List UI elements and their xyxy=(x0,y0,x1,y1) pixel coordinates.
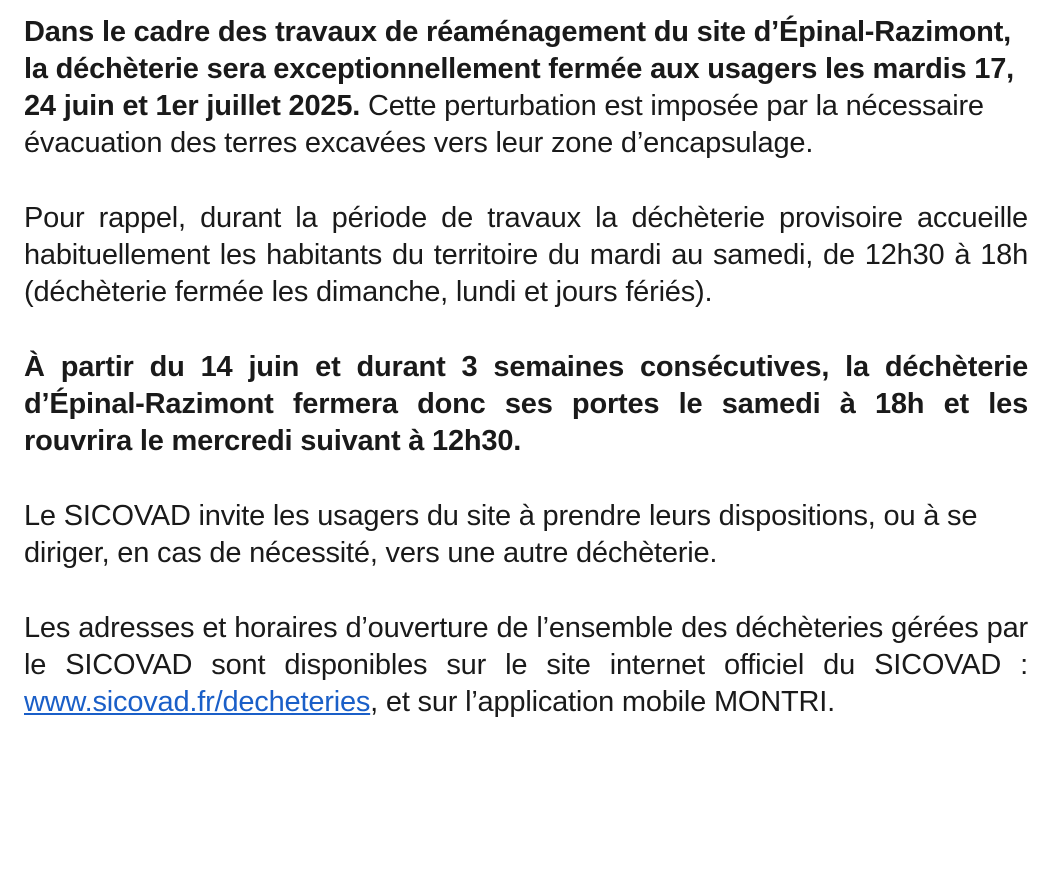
addresses-text-before-link: Les adresses et horaires d’ouverture de l’ensemble des déchèteries gérées par le SICOVAD sont disponibles sur le site internet officiel du SICOVAD : xyxy=(24,612,1028,681)
paragraph-weekly-closure: À partir du 14 juin et durant 3 semaines consécutives, la déchèterie d’Épinal-Razimont fermera donc ses portes le samedi à 18h et les rouvrira le mercredi suivant à 12h30. xyxy=(24,351,1028,457)
closure-dates-bold-text: Dans le cadre des travaux de réaménagement du site d’Épinal-Razimont, la déchèterie sera exceptionnellement fermée aux usagers les mardis 17, 24 juin et 1er juillet 2025. xyxy=(24,16,1015,122)
paragraph-sicovad-invite: Le SICOVAD invite les usagers du site à prendre leurs dispositions, ou à se diriger, en cas de nécessité, vers une autre déchèterie. xyxy=(24,500,978,569)
sicovad-decheteries-link[interactable]: www.sicovad.fr/decheteries xyxy=(24,686,371,718)
closure-reason-text: Cette perturbation est imposée par la nécessaire évacuation des terres excavées vers leur zone d’encapsulage. xyxy=(24,90,984,159)
paragraph-addresses-info xyxy=(24,610,1028,721)
paragraph-reminder-hours: Pour rappel, durant la période de travaux la déchèterie provisoire accueille habituellement les habitants du territoire du mardi au samedi, de 12h30 à 18h (déchèterie fermée les dimanche, lundi et jours fériés). xyxy=(24,202,1028,308)
paragraph-closure-dates xyxy=(24,14,1028,162)
addresses-text-after-link: , et sur l’application mobile MONTRI. xyxy=(370,686,835,718)
